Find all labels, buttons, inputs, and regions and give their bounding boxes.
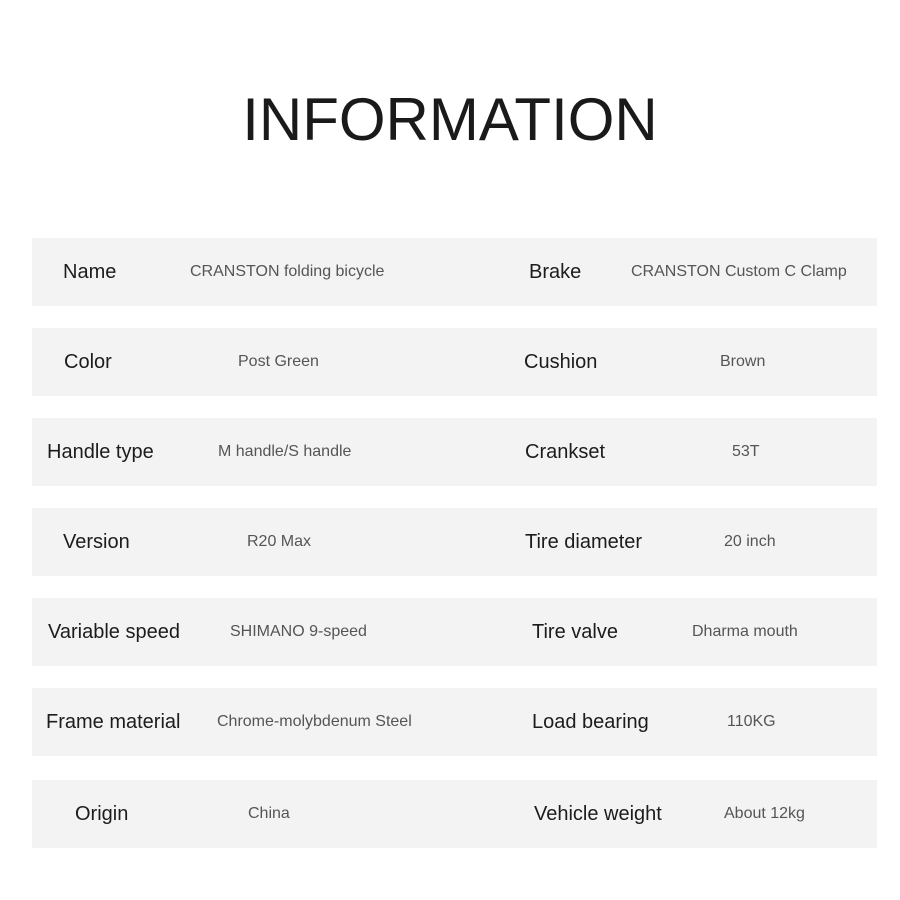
spec-label-tire-valve: Tire valve xyxy=(532,621,618,643)
spec-value-brake: CRANSTON Custom C Clamp xyxy=(631,263,847,280)
spec-row-speed-tire-valve xyxy=(32,598,877,666)
spec-value-tire-valve: Dharma mouth xyxy=(692,623,798,640)
spec-label-crankset: Crankset xyxy=(525,441,606,463)
spec-row-version-tire-diameter xyxy=(32,508,877,576)
spec-value-tire-diameter: 20 inch xyxy=(724,533,776,550)
spec-value-vehicle-weight: About 12kg xyxy=(724,805,805,822)
spec-value-color: Post Green xyxy=(238,353,319,370)
spec-label-variable-speed: Variable speed xyxy=(48,621,180,643)
spec-row-color-cushion xyxy=(32,328,877,396)
spec-label-color: Color xyxy=(64,351,112,373)
spec-value-name: CRANSTON folding bicycle xyxy=(190,263,385,280)
spec-value-handle-type: M handle/S handle xyxy=(218,443,352,460)
page-title: INFORMATION xyxy=(242,86,658,153)
spec-row-origin-weight xyxy=(32,780,877,848)
spec-value-frame-material: Chrome-molybdenum Steel xyxy=(217,713,412,730)
spec-label-cushion: Cushion xyxy=(524,351,598,373)
spec-label-origin: Origin xyxy=(75,803,129,825)
spec-value-crankset: 53T xyxy=(732,443,760,460)
spec-value-load-bearing: 110KG xyxy=(727,713,776,730)
spec-value-variable-speed: SHIMANO 9-speed xyxy=(230,623,367,640)
spec-label-brake: Brake xyxy=(529,261,582,283)
spec-row-handle-crankset xyxy=(32,418,877,486)
spec-value-version: R20 Max xyxy=(247,533,312,550)
spec-label-name: Name xyxy=(63,261,117,283)
spec-label-handle-type: Handle type xyxy=(47,441,154,463)
spec-label-version: Version xyxy=(63,531,130,553)
spec-value-cushion: Brown xyxy=(720,353,766,370)
spec-value-origin: China xyxy=(248,805,290,822)
spec-label-frame-material: Frame material xyxy=(46,711,181,733)
spec-row-name-brake xyxy=(32,238,877,306)
spec-label-tire-diameter: Tire diameter xyxy=(525,531,643,553)
spec-row-frame-load xyxy=(32,688,877,756)
spec-label-load-bearing: Load bearing xyxy=(532,711,649,733)
spec-label-vehicle-weight: Vehicle weight xyxy=(534,803,662,825)
